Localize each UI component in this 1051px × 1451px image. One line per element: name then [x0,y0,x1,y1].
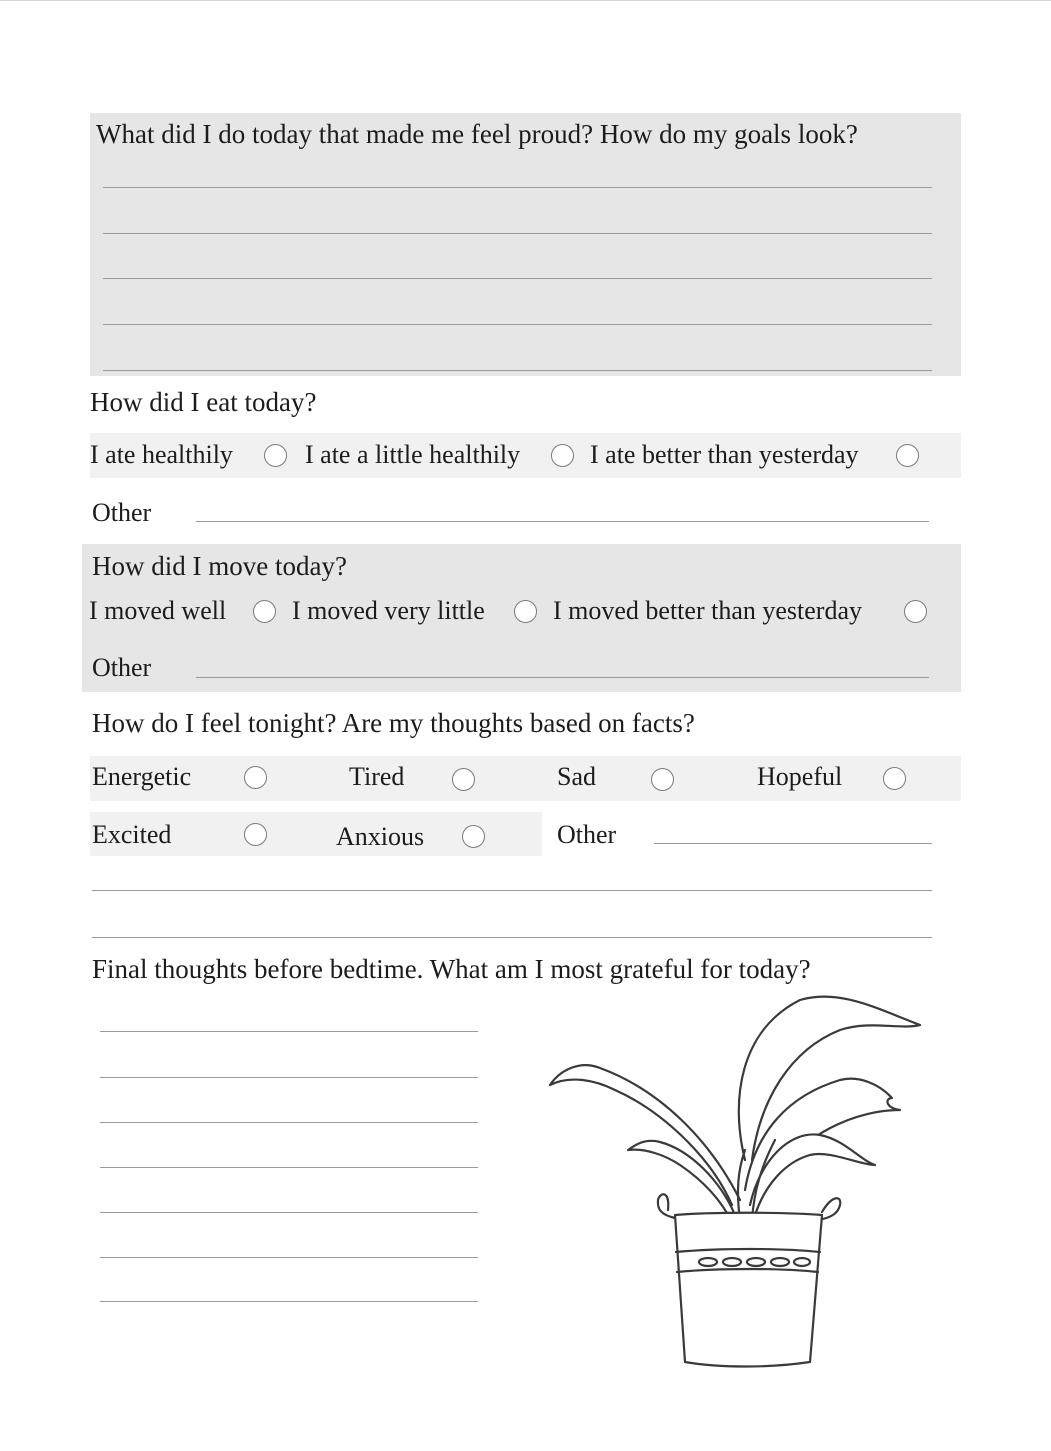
proud-write-line-5[interactable] [103,370,932,371]
feel-option-radio-tired[interactable] [452,768,475,791]
eat-option-radio-2[interactable] [551,444,574,467]
proud-write-line-4[interactable] [103,324,932,325]
proud-write-line-1[interactable] [103,187,932,188]
feel-option-label-tired: Tired [349,762,405,791]
move-other-field[interactable] [196,677,929,678]
move-other-label: Other [92,653,152,682]
feel-other-field[interactable] [654,843,932,844]
feel-other-label: Other [557,820,617,849]
grateful-write-line-4[interactable] [100,1167,478,1168]
move-option-label-1: I moved well [89,596,227,625]
feel-option-radio-energetic[interactable] [244,766,267,789]
feel-option-label-sad: Sad [557,762,596,791]
move-option-label-2: I moved very little [292,596,485,625]
move-option-radio-2[interactable] [514,600,537,623]
feel-option-label-anxious: Anxious [336,822,425,851]
grateful-write-line-3[interactable] [100,1122,478,1123]
move-option-radio-3[interactable] [904,600,927,623]
feel-option-radio-excited[interactable] [244,823,267,846]
move-option-radio-1[interactable] [253,600,276,623]
grateful-question: Final thoughts before bedtime. What am I most grateful for today? [92,954,811,984]
proud-write-line-2[interactable] [103,233,932,234]
proud-write-line-3[interactable] [103,278,932,279]
feel-option-radio-hopeful[interactable] [883,767,906,790]
grateful-write-line-6[interactable] [100,1257,478,1258]
feel-question: How do I feel tonight? Are my thoughts based on facts? [92,708,695,738]
feel-option-radio-anxious[interactable] [462,825,485,848]
feel-write-line-1[interactable] [92,890,932,891]
potted-plant-icon [540,990,930,1380]
eat-option-label-3: I ate better than yesterday [590,440,859,469]
grateful-write-line-7[interactable] [100,1301,478,1302]
eat-option-radio-1[interactable] [264,444,287,467]
feel-option-label-hopeful: Hopeful [757,762,843,791]
grateful-write-line-5[interactable] [100,1212,478,1213]
grateful-write-line-1[interactable] [100,1031,478,1032]
feel-write-line-2[interactable] [92,937,932,938]
grateful-write-line-2[interactable] [100,1077,478,1078]
proud-question: What did I do today that made me feel proud? How do my goals look? [96,119,858,149]
feel-option-label-excited: Excited [92,820,172,849]
move-question: How did I move today? [92,551,347,581]
page-top-border [0,0,1051,1]
eat-other-field[interactable] [196,521,929,522]
eat-other-label: Other [92,498,152,527]
proud-section [90,113,961,376]
move-option-label-3: I moved better than yesterday [553,596,862,625]
eat-option-label-2: I ate a little healthily [305,440,521,469]
eat-option-label-1: I ate healthily [90,440,233,469]
feel-option-radio-sad[interactable] [651,768,674,791]
eat-question: How did I eat today? [90,387,317,417]
eat-option-radio-3[interactable] [896,444,919,467]
feel-option-label-energetic: Energetic [92,762,192,791]
